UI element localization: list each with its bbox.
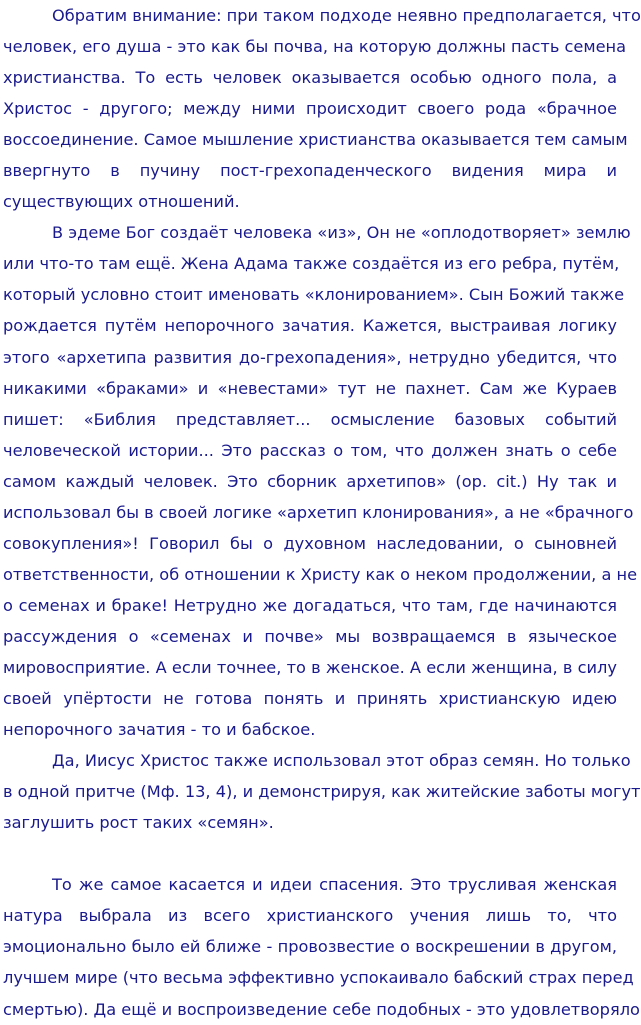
text-line: рассуждения о «семенах и почве» мы возвращаемся в языческое <box>3 626 617 646</box>
text-line: эмоционально было ей ближе - провозвестие о воскрешении в другом, <box>3 937 617 957</box>
text-line: рождается путём непорочного зачатия. Кажется, выстраивая логику <box>3 316 617 336</box>
text-line: никакими «браками» и «невестами» тут не пахнет. Сам же Кураев <box>3 378 617 398</box>
text-line: существующих отношений. <box>3 192 240 212</box>
text-line: лучшем мире (что весьма эффективно успокаивало бабский страх перед <box>3 968 634 988</box>
text-line: использовал бы в своей логике «архетип клонирования», а не «брачного <box>3 502 634 522</box>
text-line: о семенах и браке! Нетрудно же догадаться, что там, где начинаются <box>3 595 617 615</box>
text-line: этого «архетипа развития до-грехопадения», нетрудно убедится, что <box>3 347 617 367</box>
paragraph-spacer <box>3 838 617 869</box>
text-line: Обратим внимание: при таком подходе неявно предполагается, что <box>52 6 641 25</box>
text-line: В эдеме Бог создаёт человека «из», Он не «оплодотворяет» землю <box>52 223 631 243</box>
text-line: человеческой истории... Это рассказ о том, что должен знать о себе <box>3 440 617 460</box>
text-line: ввергнуто в пучину пост-грехопаденческого видения мира и <box>3 161 617 181</box>
paragraph-2 <box>3 217 638 745</box>
text-line: человек, его душа - это как бы почва, на которую должны пасть семена <box>3 37 627 57</box>
text-line: или что-то там ещё. Жена Адама также создаётся из его ребра, путём, <box>3 254 620 274</box>
text-line: совокупления»! Говорил бы о духовном наследовании, о сыновней <box>3 533 617 553</box>
paragraph-1 <box>3 0 641 217</box>
text-line: непорочного зачатия - то и бабское. <box>3 720 316 740</box>
text-line: самом каждый человек. Это сборник архетипов» (op. cit.) Ну так и <box>3 471 617 491</box>
text-line: смертью). Да ещё и воспроизведение себе подобных - это удовлетворяло <box>3 999 640 1019</box>
text-line: натура выбрала из всего христианского учения лишь то, что <box>3 906 617 926</box>
paragraph-4 <box>3 869 640 1024</box>
text-line: Христос - другого; между ними происходит своего рода «брачное <box>3 99 617 119</box>
paragraph-3 <box>3 745 641 838</box>
text-line: мировосприятие. А если точнее, то в женское. А если женщина, в силу <box>3 657 617 677</box>
text-line: То же самое касается и идеи спасения. Это трусливая женская <box>52 875 617 895</box>
text-line: воссоединение. Самое мышление христианства оказывается тем самым <box>3 130 628 150</box>
text-line: пишет: «Библия представляет... осмысление базовых событий <box>3 409 617 429</box>
text-line: ответственности, об отношении к Христу как о неком продолжении, а не <box>3 564 638 584</box>
text-line: заглушить рост таких «семян». <box>3 813 274 833</box>
text-line: Да, Иисус Христос также использовал этот образ семян. Но только <box>52 751 631 771</box>
text-line: христианства. То есть человек оказывается особью одного пола, а <box>3 68 617 88</box>
text-line: в одной притче (Мф. 13, 4), и демонстрируя, как житейские заботы могут <box>3 782 641 802</box>
text-line: который условно стоит именовать «клонированием». Сын Божий также <box>3 285 625 305</box>
text-line: своей упёртости не готова понять и принять христианскую идею <box>3 689 617 709</box>
document-page <box>3 0 641 1019</box>
